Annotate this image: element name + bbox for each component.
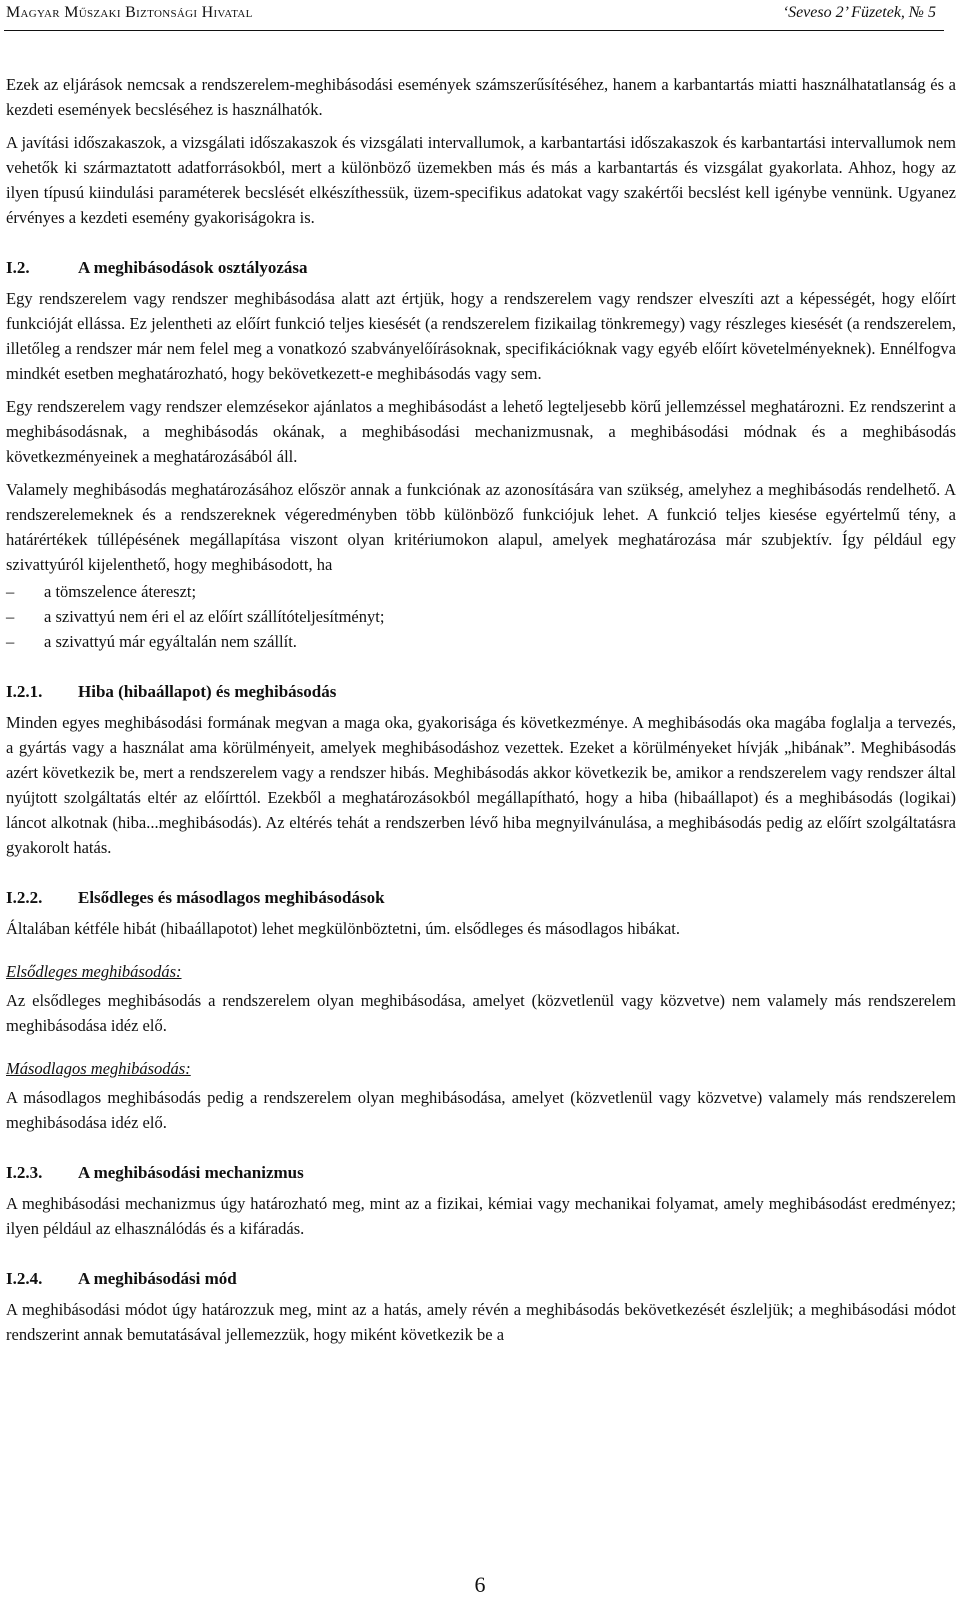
section-number: I.2.1. bbox=[6, 682, 43, 701]
page-number: 6 bbox=[474, 1572, 486, 1597]
list-item: – a szivattyú már egyáltalán nem szállít. bbox=[6, 629, 956, 654]
list-marker: – bbox=[6, 632, 15, 651]
section-title: Elsődleges és másodlagos meghibásodások bbox=[78, 888, 385, 907]
section-number: I.2.3. bbox=[6, 1163, 43, 1182]
section-heading-1-2-4 bbox=[6, 1267, 956, 1291]
list-marker: – bbox=[6, 607, 15, 626]
section-heading-1-2-3 bbox=[6, 1161, 956, 1185]
list-marker: – bbox=[6, 582, 15, 601]
section-heading-1-2 bbox=[6, 256, 956, 280]
section-title: Hiba (hibaállapot) és meghibásodás bbox=[78, 682, 337, 701]
paragraph: Az elsődleges meghibásodás a rendszerelem olyan meghibásodása, amelyet (közvetlenül vagy közvetve) nem valamely más rendszerelem meghibásodása idéz elő. bbox=[6, 991, 956, 1035]
section-number: I.2.4. bbox=[6, 1269, 43, 1288]
subheading-secondary-failure: Másodlagos meghibásodás: bbox=[6, 1059, 191, 1078]
paragraph-intro-2: A javítási időszakaszok, a vizsgálati időszakaszok és vizsgálati intervallumok, a karbantartási időszakaszok és karbantartási intervallumok nem vehetők ki származtatott adatforrásokból, mert a különböző üzemekben más és más a karbantartás és vizsgálat gyakorlata. Ahhoz, hogy az ilyen típusú kiindulási paraméterek becslését elkészíthessük, üzem-specifikus adatokat vagy szakértői becslést kell igénybe vennünk. Ugyanez érvényes a kezdeti esemény gyakoriságokra is. bbox=[6, 133, 956, 227]
paragraph: A meghibásodási mechanizmus úgy határozható meg, mint az a fizikai, kémiai vagy mechanikai folyamat, amely meghibásodást eredményez; ilyen például az elhasználódás és a kifáradás. bbox=[6, 1194, 956, 1238]
list-item: – a szivattyú nem éri el az előírt szállítóteljesítményt; bbox=[6, 604, 956, 629]
paragraph: A meghibásodási módot úgy határozzuk meg, mint az a hatás, amely révén a meghibásodás bekövetkezését észleljük; a meghibásodási módot rendszerint annak bemutatásával jellemezzük, hogy miként következik be a bbox=[6, 1300, 956, 1344]
section-title: A meghibásodások osztályozása bbox=[78, 258, 308, 277]
subheading-primary-failure: Elsődleges meghibásodás: bbox=[6, 962, 182, 981]
paragraph: A másodlagos meghibásodás pedig a rendszerelem olyan meghibásodása, amelyet (közvetlenül vagy közvetve) valamely más rendszerelem meghibásodása idéz elő. bbox=[6, 1088, 956, 1132]
section-title: A meghibásodási mód bbox=[78, 1269, 237, 1288]
header-publisher: Magyar Műszaki Biztonsági Hivatal bbox=[6, 4, 253, 21]
paragraph: Egy rendszerelem vagy rendszer meghibásodása alatt azt értjük, hogy a rendszerelem vagy rendszer elveszíti azt a képességét, hogy előírt funkcióját ellássa. Ez jelentheti az előírt funkció teljes kiesését (a rendszerelem fizikailag tönkremegy) vagy részleges kiesését (a rendszerelem, illetőleg a rendszer már nem felel meg a vonatkozó szabványelőírásoknak, specifikációknak vagy egyéb előírt követelményeknek). Ennélfogva mindkét esetben meghatározható, hogy bekövetkezett-e meghibásodás vagy sem. bbox=[6, 289, 956, 383]
section-heading-1-2-2 bbox=[6, 886, 956, 910]
section-number: I.2.2. bbox=[6, 888, 43, 907]
header-series: ‘Seveso 2’ Füzetek, № 5 bbox=[782, 4, 936, 21]
document-body bbox=[6, 72, 956, 1355]
section-title: A meghibásodási mechanizmus bbox=[78, 1163, 304, 1182]
section-number: I.2. bbox=[6, 258, 30, 277]
paragraph: Általában kétféle hibát (hibaállapotot) lehet megkülönböztetni, úm. elsődleges és másodlagos hibákat. bbox=[6, 919, 681, 938]
paragraph-intro-1: Ezek az eljárások nemcsak a rendszerelem-meghibásodási események számszerűsítéséhez, hanem a karbantartás miatti használhatatlanság és a kezdeti események becsléséhez is használhatók. bbox=[6, 75, 956, 119]
paragraph: Minden egyes meghibásodási formának megvan a maga oka, gyakorisága és következménye. A meghibásodás oka magába foglalja a tervezés, a gyártás vagy a használat ama körülményeit, amelyek meghibásodáshoz vezettek. Ezeket a körülményeket hívják „hibának”. Meghibásodás azért következik be, mert a rendszerelem vagy a rendszer hibás. Meghibásodás akkor következik be, amikor a rendszerelem vagy rendszer által nyújtott szolgáltatás eltér az előírttól. Ezekből a meghatározásokból megállapítható, hogy a hiba (hibaállapot) és a meghibásodás (logikai) láncot alkotnak (hiba...meghibásodás). Az eltérés tehát a rendszerben lévő hiba megnyilvánulása, a meghibásodás pedig az előírt szolgáltatásra gyakorolt hatás. bbox=[6, 713, 956, 857]
paragraph: Egy rendszerelem vagy rendszer elemzésekor ajánlatos a meghibásodást a lehető legteljesebb körű jellemzéssel meghatározni. Ez rendszerint a meghibásodásnak, a meghibásodás okának, a meghibásodási mechanizmusnak, a meghibásodási módnak és a meghibásodás következményeinek a meghatározásából áll. bbox=[6, 397, 956, 466]
paragraph: Valamely meghibásodás meghatározásához először annak a funkciónak az azonosítására van szükség, amelyhez a meghibásodás rendelhető. A rendszerelemeknek és a rendszereknek végeredményben több különböző funkciójuk lehet. A funkció teljes kiesése egyértelmű tény, a határértékek túllépésének megállapítása viszont olyan kritériumokon alapul, amelyek meghatározása már szubjektív. Így például egy szivattyúról kijelenthető, hogy meghibásodott, ha bbox=[6, 480, 956, 574]
section-heading-1-2-1 bbox=[6, 680, 956, 704]
page-header bbox=[0, 0, 960, 30]
header-rule bbox=[4, 30, 944, 31]
pump-failure-list bbox=[6, 579, 956, 654]
list-item: – a tömszelence átereszt; bbox=[6, 579, 956, 604]
